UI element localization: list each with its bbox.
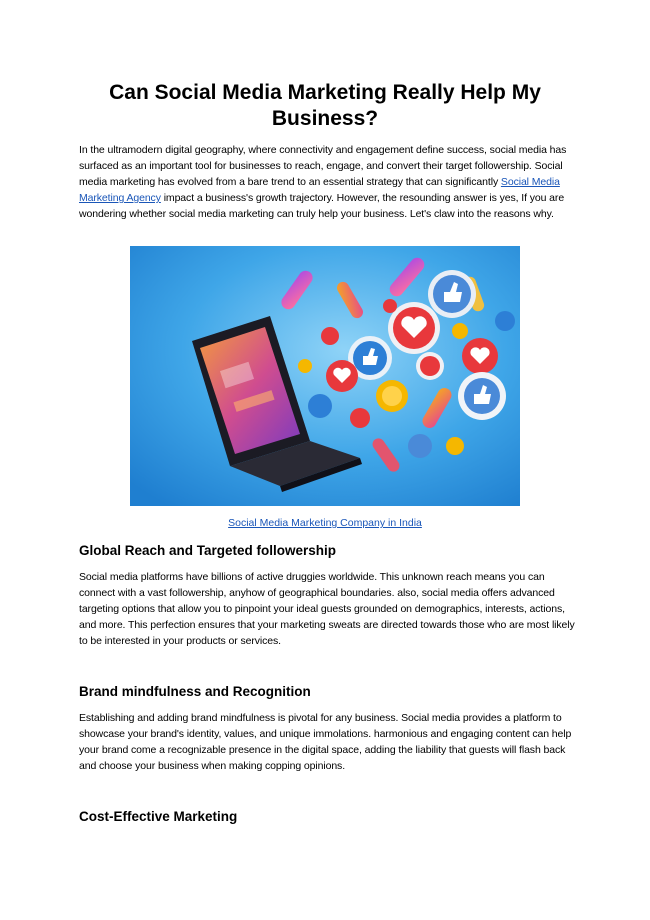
heart-icon [326,360,358,392]
heart-icon [462,338,498,374]
section-heading-global-reach: Global Reach and Targeted followership [79,543,337,558]
agency-link[interactable]: Social Media Marketing Agency [79,176,560,204]
intro-text-end: impact a business's growth trajectory. However, the resounding answer is yes, If you are wondering whether social media marketing can truly help your business. Let's claw into the reasons why. [79,192,565,220]
section-heading-brand-mindfulness: Brand mindfulness and Recognition [79,684,311,699]
image-caption [0,516,650,530]
section-heading-cost-effective: Cost-Effective Marketing [79,809,238,824]
social-media-laptop-image [130,246,520,506]
intro-paragraph [79,142,579,222]
like-thumb-icon [428,270,476,318]
section-body-global-reach: Social media platforms have billions of active druggies worldwide. This unknown reach means you can connect with a vast followership, anyhow of geographical boundaries. also, social media offers advanced targeting options that allow you to pinpoint your ideal guests grounded on demographics, interests, actions, and more. This perfection ensures that your marketing sweats are directed towards those who are most likely to be interested in your products or services. [79,571,575,647]
article-title: Can Social Media Marketing Really Help My Business? [109,81,541,130]
section-body-brand-mindfulness: Establishing and adding brand mindfulness is pivotal for any business. Social media provides a platform to showcase your brand's identity, values, and unique immolations. harmonious and engaging content can help your brand come a recognizable presence in the digital space, adding the liability that guests will flash back and choose your business when making copping opinions. [79,712,572,772]
like-thumb-icon [458,372,506,420]
intro-text-start: In the ultramodern digital geography, where connectivity and engagement define success, social media has surfaced as an important tool for businesses to reach, engage, and convert their target followership. Social media marketing has evolved from a bare trend to an essential strategy that can significantly [79,144,567,188]
heart-icon [416,352,444,380]
caption-link[interactable]: Social Media Marketing Company in India [228,517,422,529]
